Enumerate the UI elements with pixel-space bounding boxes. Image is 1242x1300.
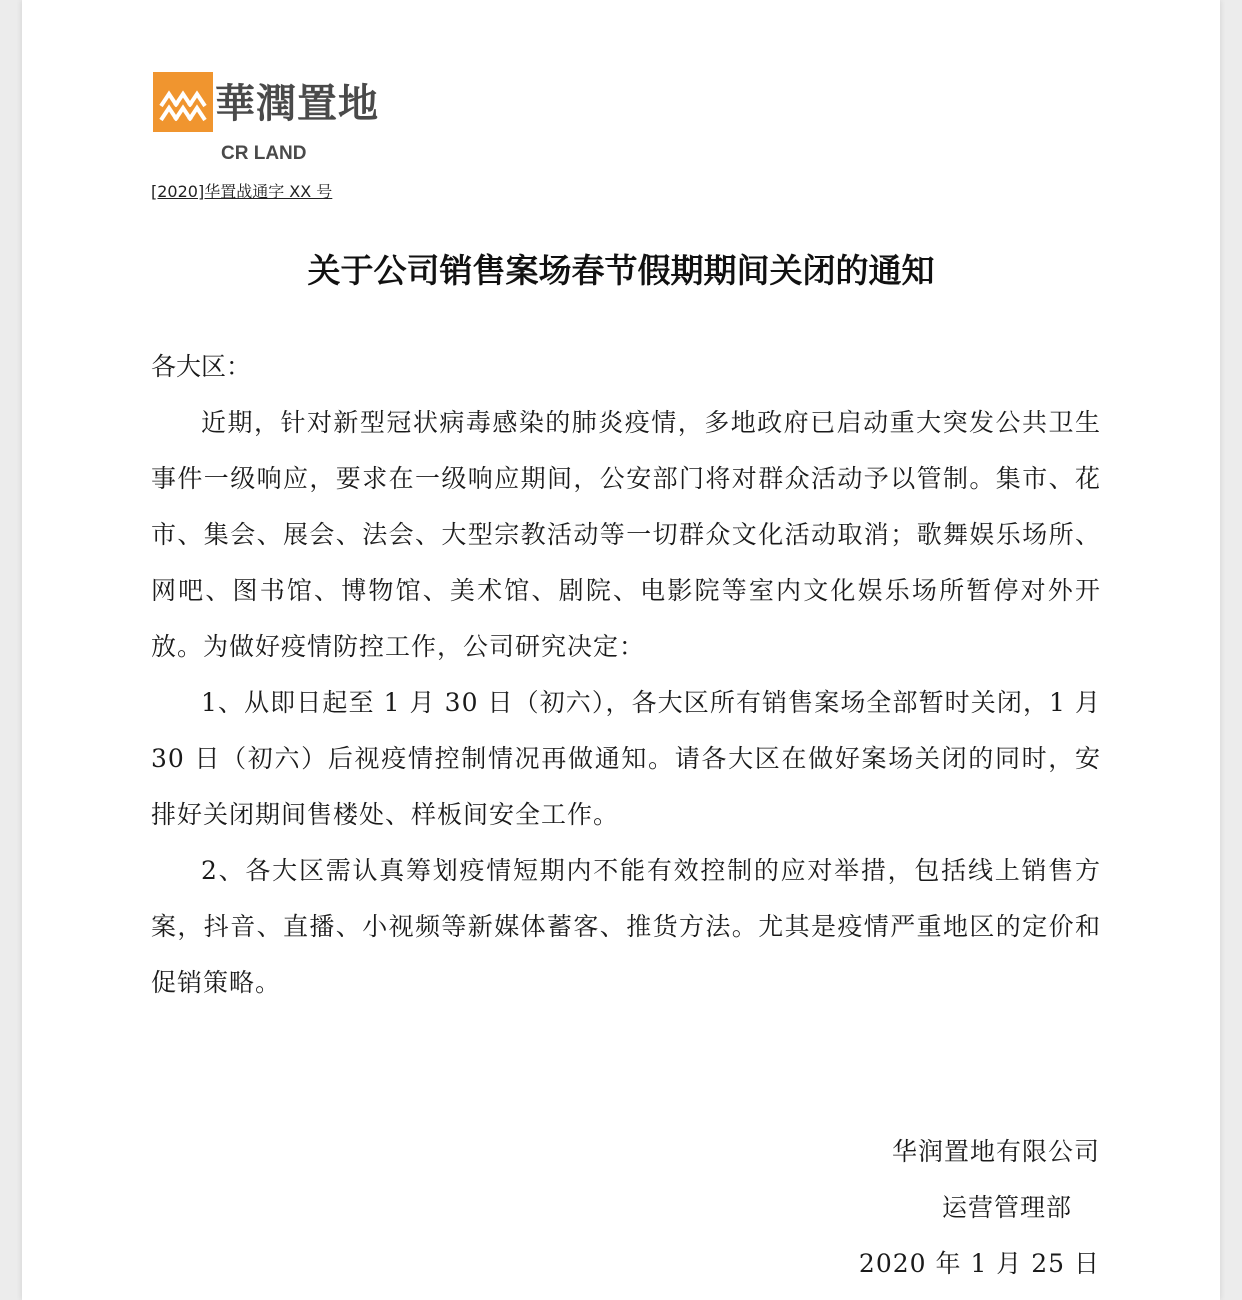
signature-company: 华润置地有限公司 [891, 1137, 1100, 1166]
cr-land-logo-icon [153, 72, 213, 132]
logo-english-name: CR LAND [221, 143, 307, 164]
company-logo [153, 72, 393, 172]
document-title: 关于公司销售案场春节假期期间关闭的通知 [307, 251, 935, 290]
signature-date: 2020 年 1 月 25 日 [858, 1249, 1100, 1278]
document-page [22, 0, 1220, 1300]
body-paragraph-item-2: 2、各大区需认真筹划疫情短期内不能有效控制的应对举措，包括线上销售方案，抖音、直播、小视频等新媒体蓄客、推货方法。尤其是疫情严重地区的定价和促销策略。 [151, 856, 1101, 997]
body-paragraph-item-1: 1、从即日起至 1 月 30 日（初六），各大区所有销售案场全部暂时关闭，1 月 30 日（初六）后视疫情控制情况再做通知。请各大区在做好案场关闭的同时，安排好关闭期间售楼处、样板间安全工作。 [151, 688, 1101, 829]
salutation: 各大区： [151, 352, 252, 381]
document-body [151, 395, 1101, 1011]
logo-chinese-name: 華潤置地 [215, 80, 379, 127]
body-paragraph-intro: 近期，针对新型冠状病毒感染的肺炎疫情，多地政府已启动重大突发公共卫生事件一级响应，要求在一级响应期间，公安部门将对群众活动予以管制。集市、花市、集会、展会、法会、大型宗教活动等一切群众文化活动取消；歌舞娱乐场所、网吧、图书馆、博物馆、美术馆、剧院、电影院等室内文化娱乐场所暂停对外开放。为做好疫情防控工作，公司研究决定： [151, 408, 1101, 661]
signature-department: 运营管理部 [941, 1193, 1072, 1222]
document-number: [2020]华置战通字 XX 号 [151, 182, 333, 201]
